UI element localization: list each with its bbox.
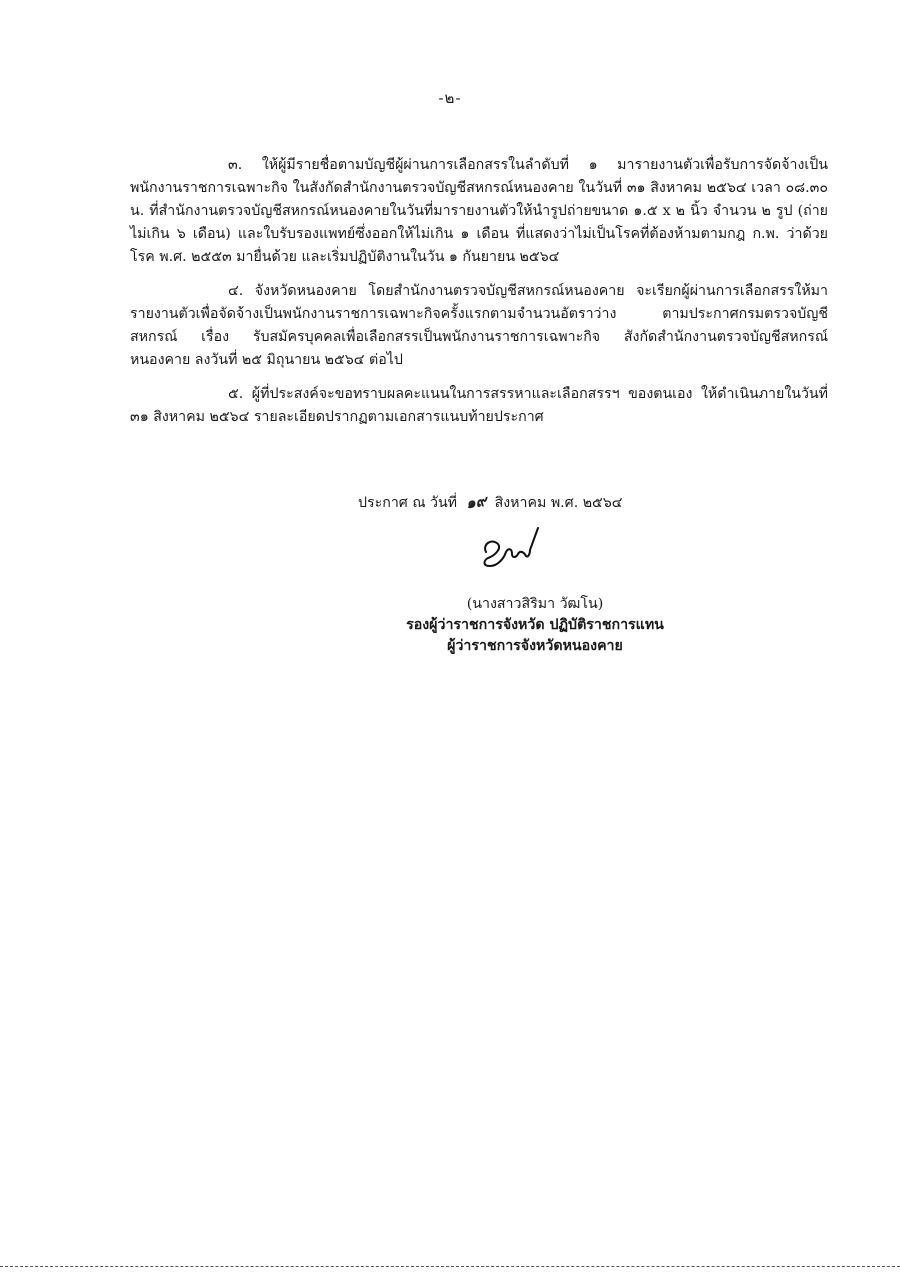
- signer-block: [380, 594, 690, 657]
- announcement-date-line: [358, 490, 623, 514]
- announcement-suffix: สิงหาคม พ.ศ. ๒๕๖๔: [494, 495, 623, 511]
- signer-title-governor: ผู้ว่าราชการจังหวัดหนองคาย: [447, 638, 623, 654]
- signer-title-acting: รองผู้ว่าราชการจังหวัด ปฏิบัติราชการแทน: [406, 617, 664, 633]
- scan-bottom-edge: [0, 1266, 900, 1267]
- paragraph-4: ๔. จังหวัดหนองคาย โดยสำนักงานตรวจบัญชีสหกรณ์หนองคาย จะเรียกผู้ผ่านการเลือกสรรให้มารายงานตัวเพื่อจัดจ้างเป็นพนักงานราชการเฉพาะกิจครั้งแรกตามจำนวนอัตราว่าง ตามประกาศกรมตรวจบัญชีสหกรณ์ เรื่อง รับสมัครบุคคลเพื่อเลือกสรรเป็นพนักงานราชการเฉพาะกิจ สังกัดสำนักงานตรวจบัญชีสหกรณ์หนองคาย ลงวันที่ ๒๕ มิถุนายน ๒๕๖๔ ต่อไป: [130, 283, 828, 368]
- paragraph-3: ๓. ให้ผู้มีรายชื่อตามบัญชีผู้ผ่านการเลือกสรรในลำดับที่ ๑ มารายงานตัวเพื่อรับการจัดจ้างเป็นพนักงานราชการเฉพาะกิจ ในสังกัดสำนักงานตรวจบัญชีสหกรณ์หนองคาย ในวันที่ ๓๑ สิงหาคม ๒๕๖๔ เวลา ๐๘.๓๐ น. ที่สำนักงานตรวจบัญชีสหกรณ์หนองคายในวันที่มารายงานตัวให้นำรูปถ่ายขนาด ๑.๕ x ๒ นิ้ว จำนวน ๒ รูป (ถ่ายไม่เกิน ๖ เดือน) และใบรับรองแพทย์ซึ่งออกให้ไม่เกิน ๑ เดือน ที่แสดงว่าไม่เป็นโรคที่ต้องห้ามตามกฎ ก.พ. ว่าด้วยโรค พ.ศ. ๒๕๕๓ มายื่นด้วย และเริ่มปฏิบัติงานในวัน ๑ กันยายน ๒๕๖๔: [130, 157, 828, 265]
- document-body: [130, 154, 828, 440]
- handwritten-signature: [476, 522, 546, 572]
- page-number: -๒-: [438, 89, 462, 107]
- paragraph-5: ๕. ผู้ที่ประสงค์จะขอทราบผลคะแนนในการสรรหาและเลือกสรรฯ ของตนเอง ให้ดำเนินภายในวันที่ ๓๑ สิงหาคม ๒๕๖๔ รายละเอียดปรากฏตามเอกสารแนบท้ายประกาศ: [130, 386, 828, 425]
- handwritten-day: ๑๙: [464, 491, 488, 513]
- announcement-prefix: ประกาศ ณ วันที่: [358, 495, 458, 511]
- signer-name: (นางสาวสิริมา วัฒโน): [466, 596, 604, 612]
